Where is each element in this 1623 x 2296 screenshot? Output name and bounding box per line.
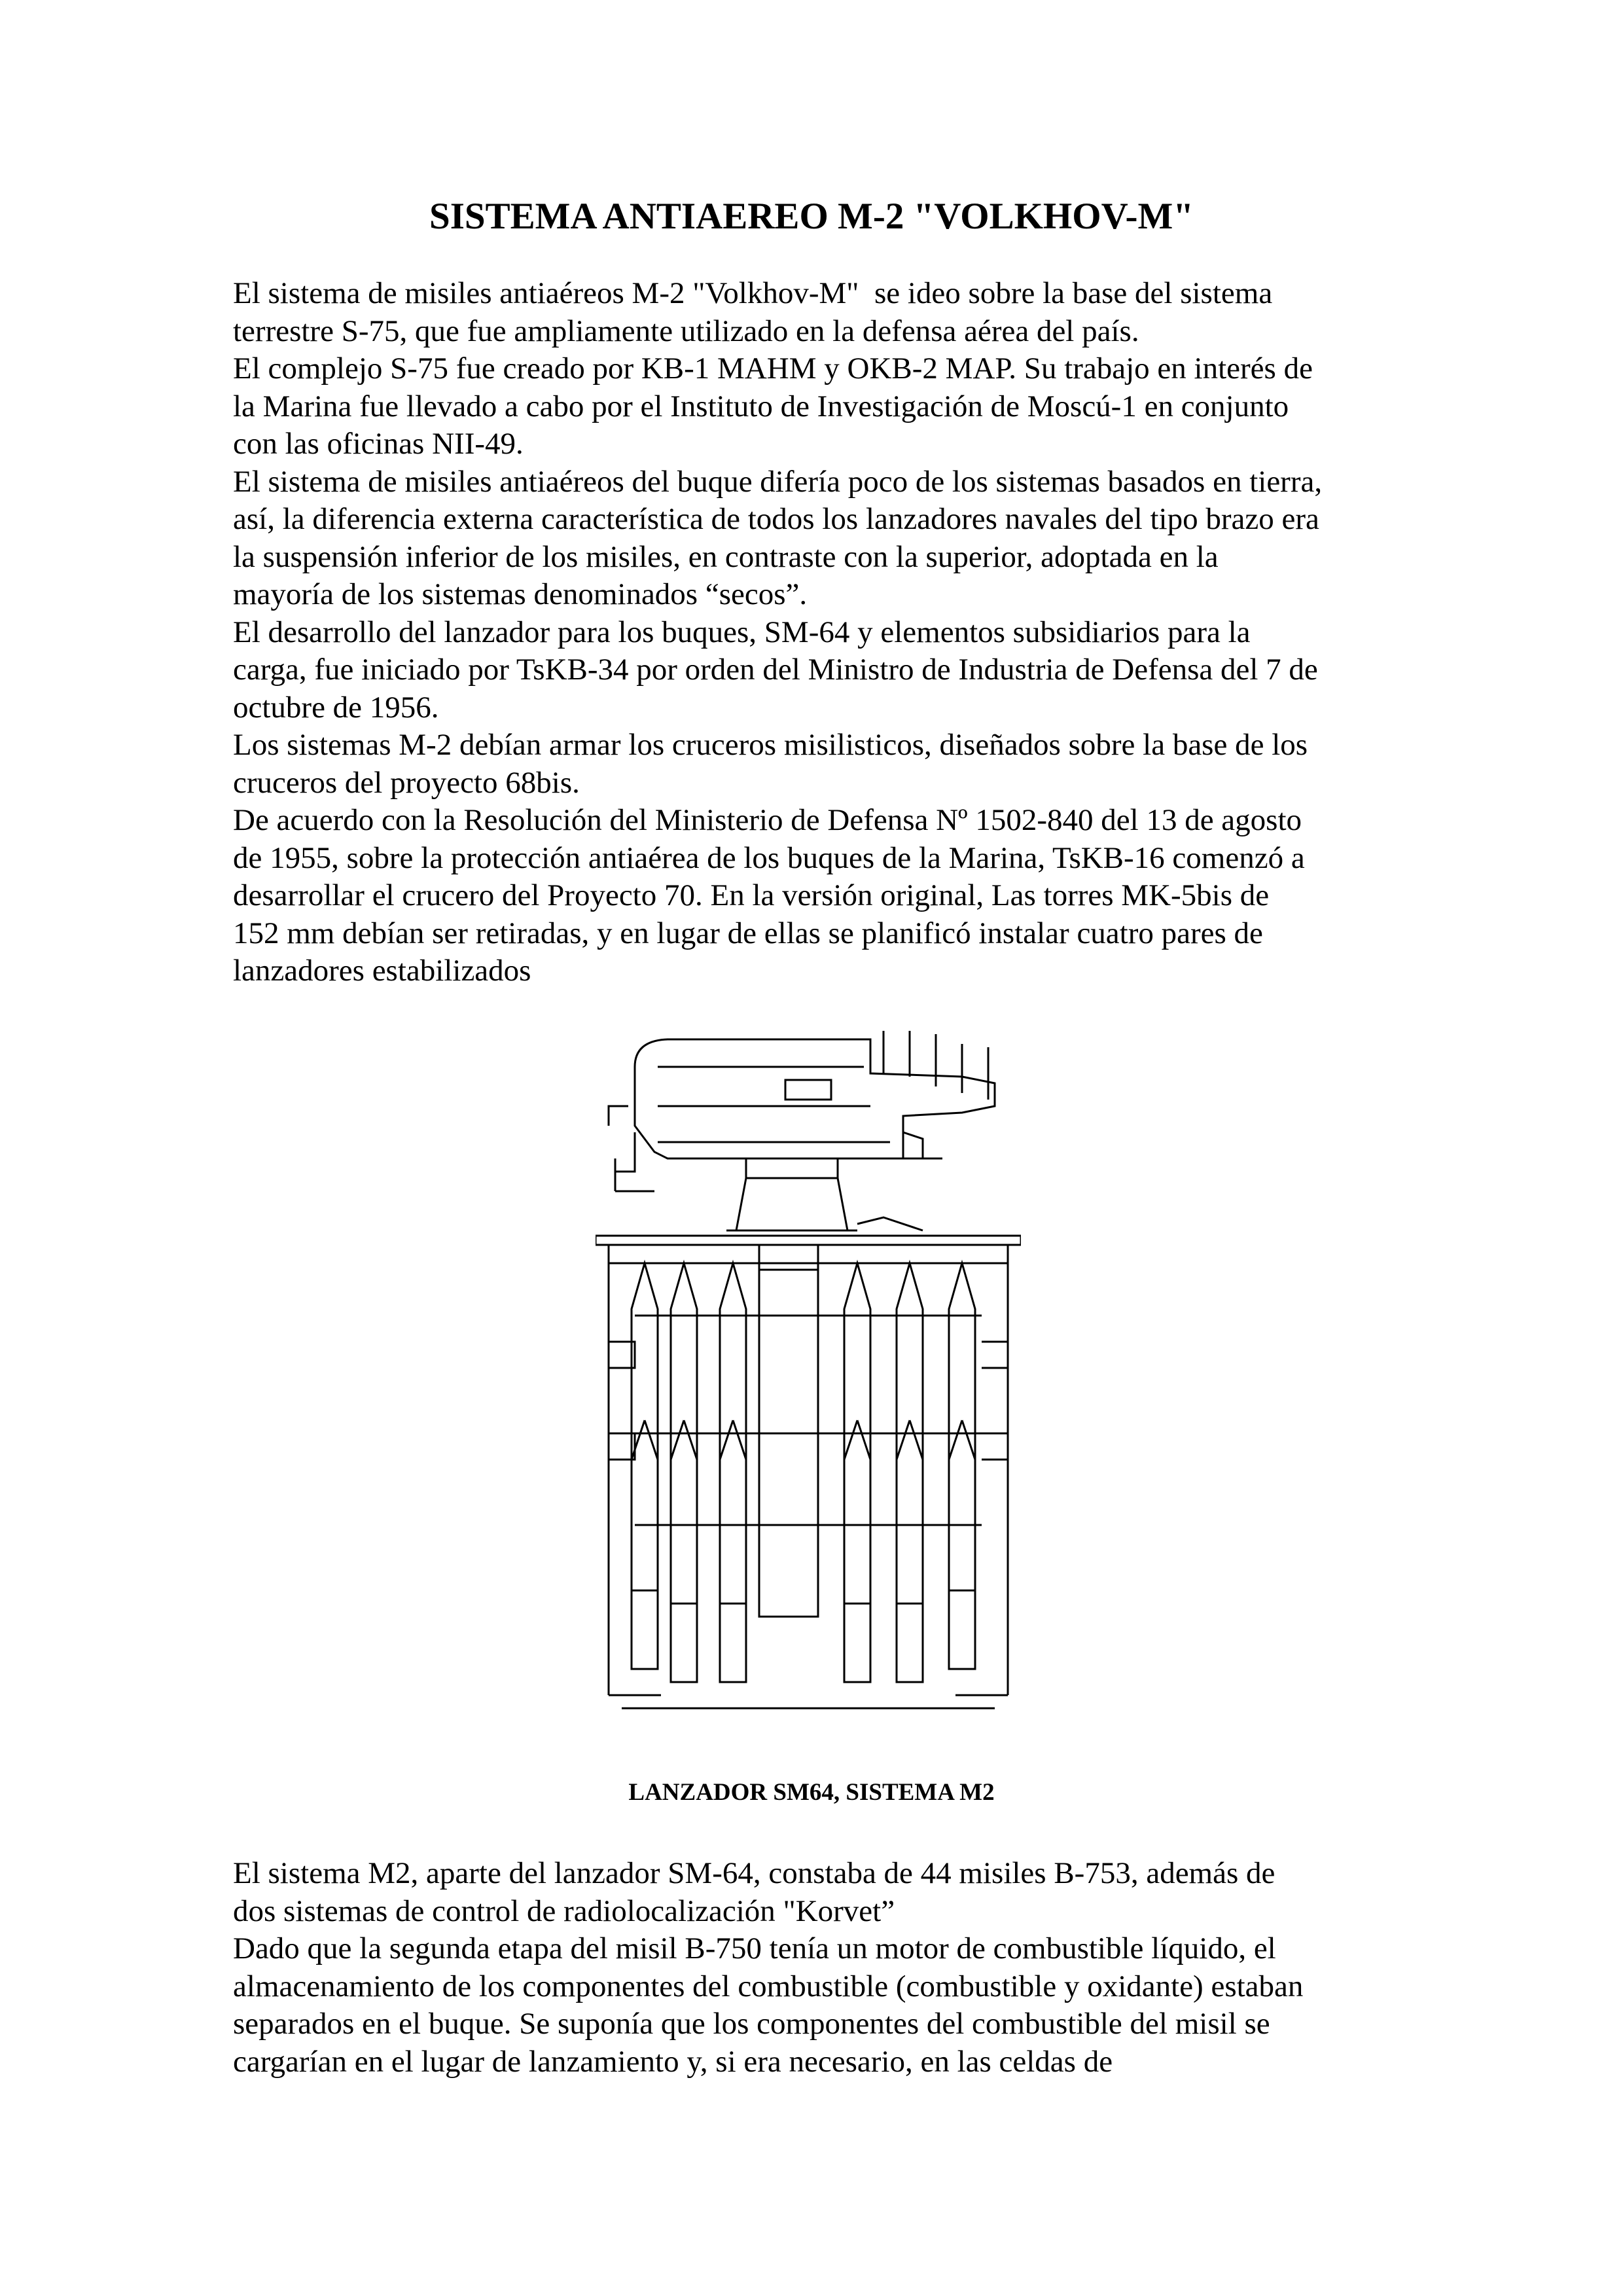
text-line: así, la diferencia externa característica de todos los lanzadores navales del tipo brazo era (233, 502, 1319, 536)
text-line: El sistema de misiles antiaéreos M-2 "Volkhov-M" se ideo sobre la base del sistema (233, 276, 1273, 310)
text-line: desarrollar el crucero del Proyecto 70. En la versión original, Las torres MK-5bis de (233, 878, 1270, 912)
text-line: lanzadores estabilizados (233, 954, 531, 988)
figure-caption: LANZADOR SM64, SISTEMA M2 (628, 1779, 995, 1806)
text-line: de 1955, sobre la protección antiaérea de los buques de la Marina, TsKB-16 comenzó a (233, 840, 1305, 875)
text-line: cruceros del proyecto 68bis. (233, 765, 580, 800)
text-line: terrestre S-75, que fue ampliamente utilizado en la defensa aérea del país. (233, 314, 1139, 348)
text-line: Dado que la segunda etapa del misil B-750 tenía un motor de combustible líquido, el (233, 1931, 1276, 1965)
text-line: separados en el buque. Se suponía que los componentes del combustible del misil se (233, 2007, 1270, 2041)
text-line: cargarían en el lugar de lanzamiento y, si era necesario, en las celdas de (233, 2044, 1113, 2079)
text-line: carga, fue iniciado por TsKB-34 por orden del Ministro de Industria de Defensa del 7 de (233, 653, 1318, 687)
text-line: El desarrollo del lanzador para los buques, SM-64 y elementos subsidiarios para la (233, 615, 1251, 649)
text-line: octubre de 1956. (233, 690, 439, 725)
text-line: El sistema M2, aparte del lanzador SM-64, constaba de 44 misiles B-753, además de (233, 1856, 1275, 1890)
body-text-intro (233, 275, 1411, 990)
text-line: la suspensión inferior de los misiles, en contraste con la superior, adoptada en la (233, 539, 1219, 574)
text-line: mayoría de los sistemas denominados “secos”. (233, 577, 808, 611)
text-line: con las oficinas NII-49. (233, 427, 524, 461)
text-line: dos sistemas de control de radiolocalización "Korvet” (233, 1893, 895, 1928)
document-title: SISTEMA ANTIAEREO M-2 "VOLKHOV-M" (429, 196, 1194, 237)
text-line: 152 mm debían ser retiradas, y en lugar de ellas se planificó instalar cuatro pares de (233, 916, 1263, 950)
launcher-drawing (596, 1028, 1021, 1734)
text-line: Los sistemas M-2 debían armar los cruceros misilisticos, diseñados sobre la base de los (233, 728, 1308, 762)
body-text-continued (233, 1855, 1411, 2081)
text-line: la Marina fue llevado a cabo por el Instituto de Investigación de Moscú-1 en conjunto (233, 389, 1289, 423)
text-line: De acuerdo con la Resolución del Ministerio de Defensa Nº 1502-840 del 13 de agosto (233, 803, 1302, 837)
text-line: almacenamiento de los componentes del combustible (combustible y oxidante) estaban (233, 1969, 1304, 2003)
missile-group (632, 1263, 975, 1682)
text-line: El complejo S-75 fue creado por KB-1 MAHM y OKB-2 MAP. Su trabajo en interés de (233, 351, 1313, 386)
text-line: El sistema de misiles antiaéreos del buque difería poco de los sistemas basados en tierra, (233, 464, 1323, 499)
